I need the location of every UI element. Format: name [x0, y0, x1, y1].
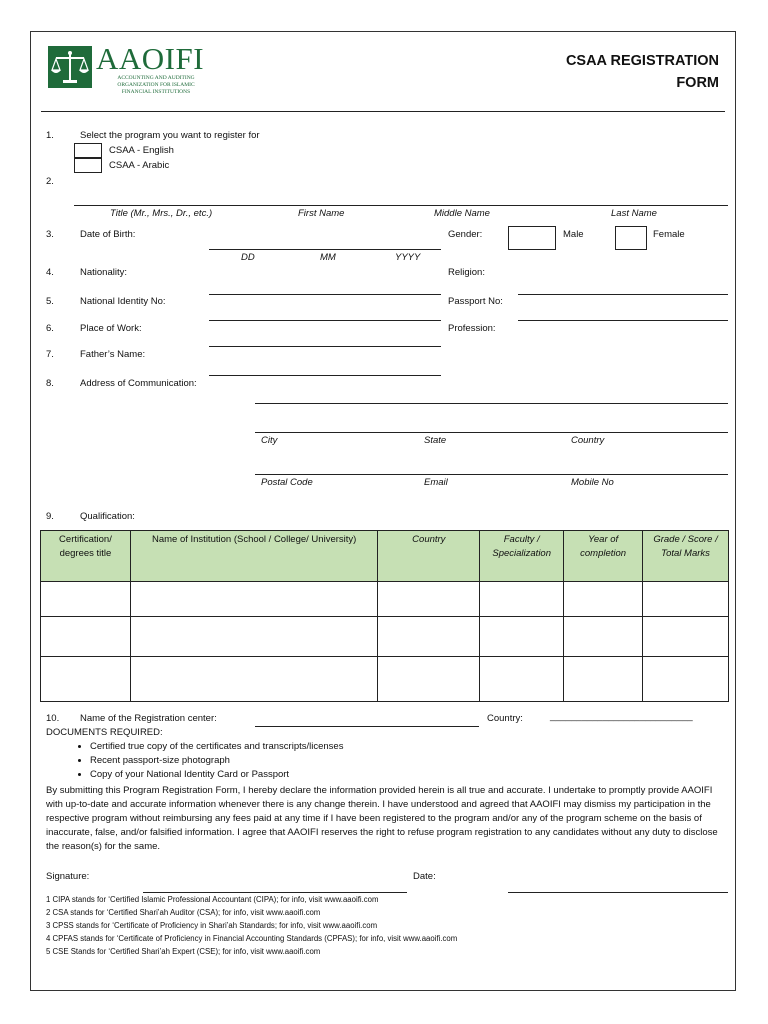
- registration-center-label: Name of the Registration center:: [80, 713, 217, 724]
- signature-field-line[interactable]: [143, 892, 407, 893]
- col-grade: Grade / Score / Total Marks: [643, 531, 729, 582]
- national-id-field-line[interactable]: [209, 320, 441, 321]
- address-line-2[interactable]: [255, 432, 728, 433]
- form-title-line2: FORM: [676, 75, 719, 91]
- col-country: Country: [378, 531, 480, 582]
- declaration-paragraph: By submitting this Program Registration Form, I hereby declare the information provided herein is all true and accurate. I undertake to promptly provide AAOIFI with up-to-date and accurate information whenever there is any change therein. I have understood and agreed that AAOIFI may dismiss my participation in the respective program without reimbursing any fees paid at any time if I have been registered to the program and/or any of the program scheme on the basis of inaccurate, false, and/or falsified information. I agree that AAOIFI reserves the right to refuse program registration to any candidates without any duty to disclose the reason(s) for the same.: [46, 785, 718, 852]
- table-cell[interactable]: [643, 657, 729, 702]
- dob-field-line[interactable]: [209, 249, 441, 250]
- table-cell[interactable]: [643, 582, 729, 617]
- q2-number: 2.: [46, 176, 54, 187]
- female-checkbox[interactable]: [615, 226, 647, 250]
- fathers-name-label: Father’s Name:: [80, 349, 146, 360]
- gender-label: Gender:: [448, 229, 483, 240]
- q9-number: 9.: [46, 511, 54, 522]
- col-institution: Name of Institution (School / College/ University): [130, 531, 377, 582]
- table-row: [41, 582, 729, 617]
- scales-logo-icon: [48, 46, 92, 88]
- q10-number: 10.: [46, 713, 60, 724]
- table-row: [41, 617, 729, 657]
- table-header-row: [41, 531, 729, 582]
- date-label: Date:: [413, 871, 436, 882]
- header-divider: [41, 111, 725, 112]
- csaa-arabic-label: CSAA - Arabic: [109, 160, 170, 171]
- table-cell[interactable]: [480, 617, 564, 657]
- table-cell[interactable]: [41, 582, 131, 617]
- dob-yyyy: YYYY: [395, 252, 421, 263]
- footnote-5: 5 CSE Stands for ‘Certified Shari’ah Expert (CSE); for info, visit www.aaoifi.com: [46, 947, 321, 956]
- passport-label: Passport No:: [448, 296, 503, 307]
- csaa-arabic-checkbox[interactable]: [74, 158, 102, 173]
- footnote-2: 2 CSA stands for ‘Certified Shari’ah Auditor (CSA); for info, visit www.aaoifi.com: [46, 908, 321, 917]
- table-cell[interactable]: [480, 657, 564, 702]
- state-hint: State: [424, 435, 447, 446]
- q3-number: 3.: [46, 229, 54, 240]
- place-of-work-label: Place of Work:: [80, 323, 142, 334]
- table-cell[interactable]: [564, 617, 643, 657]
- col-certification: Certification/ degrees title: [41, 531, 131, 582]
- table-cell[interactable]: [41, 657, 131, 702]
- logo-text: AAOIFI: [96, 41, 205, 76]
- last-name-hint: Last Name: [611, 208, 657, 219]
- address-label: Address of Communication:: [80, 378, 197, 389]
- qualification-label: Qualification:: [80, 511, 135, 522]
- middle-name-hint: Middle Name: [434, 208, 490, 219]
- dob-mm: MM: [320, 252, 336, 263]
- q4-number: 4.: [46, 267, 54, 278]
- national-id-label: National Identity No:: [80, 296, 166, 307]
- documents-heading: DOCUMENTS REQUIRED:: [46, 727, 163, 738]
- female-label: Female: [653, 229, 685, 240]
- address-line-3[interactable]: [255, 474, 728, 475]
- city-hint: City: [261, 435, 278, 446]
- title-hint: Title (Mr., Mrs., Dr., etc.): [110, 208, 213, 219]
- first-name-hint: First Name: [298, 208, 345, 219]
- q1-label: Select the program you want to register for: [80, 130, 260, 141]
- q5-number: 5.: [46, 296, 54, 307]
- table-cell[interactable]: [130, 617, 377, 657]
- list-item: • Certified true copy of the certificates and transcripts/licenses: [90, 740, 343, 754]
- footnote-4: 4 CPFAS stands for ‘Certificate of Proficiency in Financial Accounting Standards (CPFAS); for info, visit www.aaoifi.com: [46, 934, 458, 943]
- postal-code-hint: Postal Code: [261, 477, 313, 488]
- table-cell[interactable]: [378, 657, 480, 702]
- q8-number: 8.: [46, 378, 54, 389]
- logo-subtitle: ACCOUNTING AND AUDITING ORGANIZATION FOR ISLAMIC FINANCIAL INSTITUTIONS: [117, 75, 195, 95]
- dob-dd: DD: [241, 252, 255, 263]
- table-row: [41, 657, 729, 702]
- footnote-1: 1 CIPA stands for ‘Certified Islamic Professional Accountant (CIPA); for info, visit www.aaoifi.com: [46, 895, 379, 904]
- passport-field-line[interactable]: [518, 320, 728, 321]
- religion-label: Religion:: [448, 267, 485, 278]
- q1-number: 1.: [46, 130, 54, 141]
- table-cell[interactable]: [643, 617, 729, 657]
- list-item: • Copy of your National Identity Card or Passport: [90, 768, 343, 782]
- profession-label: Profession:: [448, 323, 496, 334]
- table-cell[interactable]: [378, 617, 480, 657]
- country-hint: Country: [571, 435, 605, 446]
- mobile-hint: Mobile No: [571, 477, 614, 488]
- q7-number: 7.: [46, 349, 54, 360]
- male-checkbox[interactable]: [508, 226, 556, 250]
- list-item: • Recent passport-size photograph: [90, 754, 343, 768]
- footnote-3: 3 CPSS stands for ‘Certificate of Proficiency in Shari’ah Standards; for info, visit www.aaoifi.com: [46, 921, 378, 930]
- csaa-english-checkbox[interactable]: [74, 143, 102, 158]
- email-hint: Email: [424, 477, 448, 488]
- csaa-english-label: CSAA - English: [109, 145, 174, 156]
- address-line-1[interactable]: [255, 403, 728, 404]
- registration-center-field-line[interactable]: [255, 726, 479, 727]
- col-faculty: Faculty / Specialization: [480, 531, 564, 582]
- table-cell[interactable]: [564, 657, 643, 702]
- dob-label: Date of Birth:: [80, 229, 136, 240]
- nationality-field-line[interactable]: [209, 294, 441, 295]
- q6-number: 6.: [46, 323, 54, 334]
- table-cell[interactable]: [378, 582, 480, 617]
- religion-field-line[interactable]: [518, 294, 728, 295]
- table-cell[interactable]: [130, 657, 377, 702]
- date-field-line[interactable]: [508, 892, 728, 893]
- table-cell[interactable]: [130, 582, 377, 617]
- table-cell[interactable]: [41, 617, 131, 657]
- q10-country-label: Country:: [487, 713, 523, 724]
- place-of-work-field-line[interactable]: [209, 346, 441, 347]
- table-cell[interactable]: [480, 582, 564, 617]
- form-title-line1: CSAA REGISTRATION: [565, 53, 719, 69]
- signature-label: Signature:: [46, 871, 90, 882]
- fathers-name-field-line[interactable]: [209, 375, 441, 376]
- form-title: [566, 50, 719, 94]
- table-cell[interactable]: [564, 582, 643, 617]
- q10-country-field[interactable]: ___________________________: [550, 711, 693, 722]
- qualification-table: [40, 530, 729, 702]
- documents-list: [52, 740, 343, 782]
- nationality-label: Nationality:: [80, 267, 127, 278]
- name-field-line[interactable]: [74, 205, 728, 206]
- male-label: Male: [563, 229, 584, 240]
- col-year: Year of completion: [564, 531, 643, 582]
